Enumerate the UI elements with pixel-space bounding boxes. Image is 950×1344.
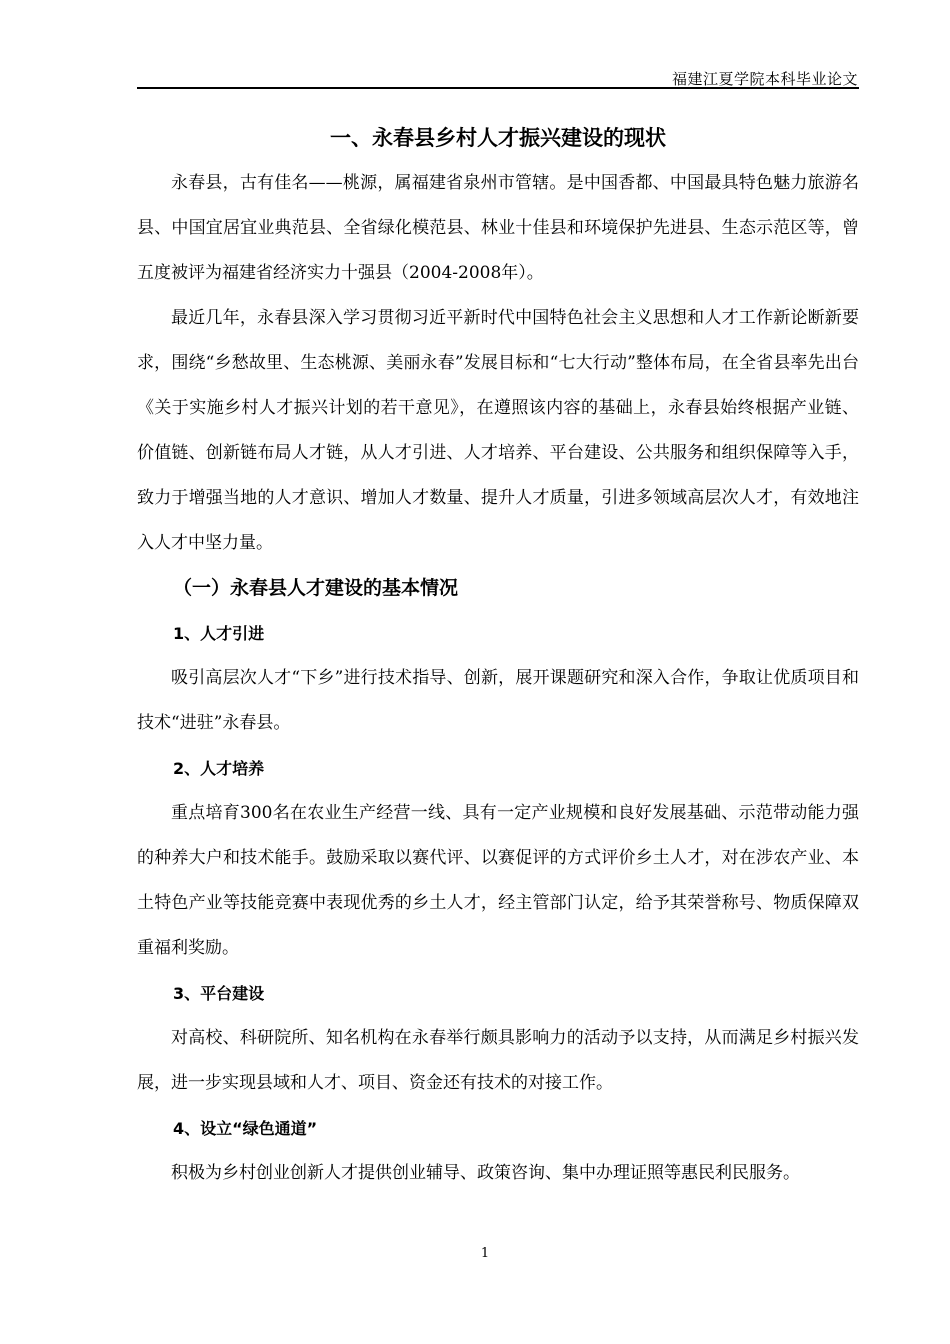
section-heading: （一）永春县人才建设的基本情况: [173, 577, 459, 599]
subsection-text-talent-introduction: 吸引高层次人才“下乡”进行技术指导、创新，展开课题研究和深入合作，争取让优质项目和技术“进驻”永春县。: [137, 668, 859, 733]
subsection-text-talent-training: 重点培育300名在农业生产经营一线、具有一定产业规模和良好发展基础、示范带动能力强的种养大户和技术能手。鼓励采取以赛代评、以赛促评的方式评价乡土人才，对在涉农产业、本土特色产业等技能竞赛中表现优秀的乡土人才，经主管部门认定，给予其荣誉称号、物质保障双重福利奖励。: [137, 803, 859, 958]
header-rule: [137, 87, 859, 89]
subsection-text-green-channel: 积极为乡村创业创新人才提供创业辅导、政策咨询、集中办理证照等惠民利民服务。: [171, 1163, 800, 1183]
subsection-heading-green-channel: 4、设立“绿色通道”: [173, 1119, 318, 1138]
intro-paragraph-2: 最近几年，永春县深入学习贯彻习近平新时代中国特色社会主义思想和人才工作新论断新要求，围绕“乡愁故里、生态桃源、美丽永春”发展目标和“七大行动”整体布局，在全省县率先出台《关于实施乡村人才振兴计划的若干意见》，在遵照该内容的基础上，永春县始终根据产业链、价值链、创新链布局人才链，从人才引进、人才培养、平台建设、公共服务和组织保障等入手，致力于增强当地的人才意识、增加人才数量、提升人才质量，引进多领域高层次人才，有效地注入人才中坚力量。: [137, 308, 859, 553]
page-number: 1: [480, 1246, 490, 1261]
running-header: 福建江夏学院本科毕业论文: [671, 70, 858, 88]
subsection-heading-talent-training: 2、人才培养: [173, 759, 265, 778]
chapter-title: 一、永春县乡村人才振兴建设的现状: [330, 126, 666, 150]
intro-paragraph-1: 永春县，古有佳名——桃源，属福建省泉州市管辖。是中国香都、中国最具特色魅力旅游名县、中国宜居宜业典范县、全省绿化模范县、林业十佳县和环境保护先进县、生态示范区等，曾五度被评为福建省经济实力十强县（2004-2008年）。: [137, 173, 859, 283]
subsection-heading-platform-building: 3、平台建设: [173, 984, 265, 1003]
page-body: [137, 118, 859, 1196]
subsection-heading-talent-introduction: 1、人才引进: [173, 624, 265, 643]
subsection-text-platform-building: 对高校、科研院所、知名机构在永春举行颇具影响力的活动予以支持，从而满足乡村振兴发展，进一步实现县域和人才、项目、资金还有技术的对接工作。: [137, 1028, 859, 1093]
